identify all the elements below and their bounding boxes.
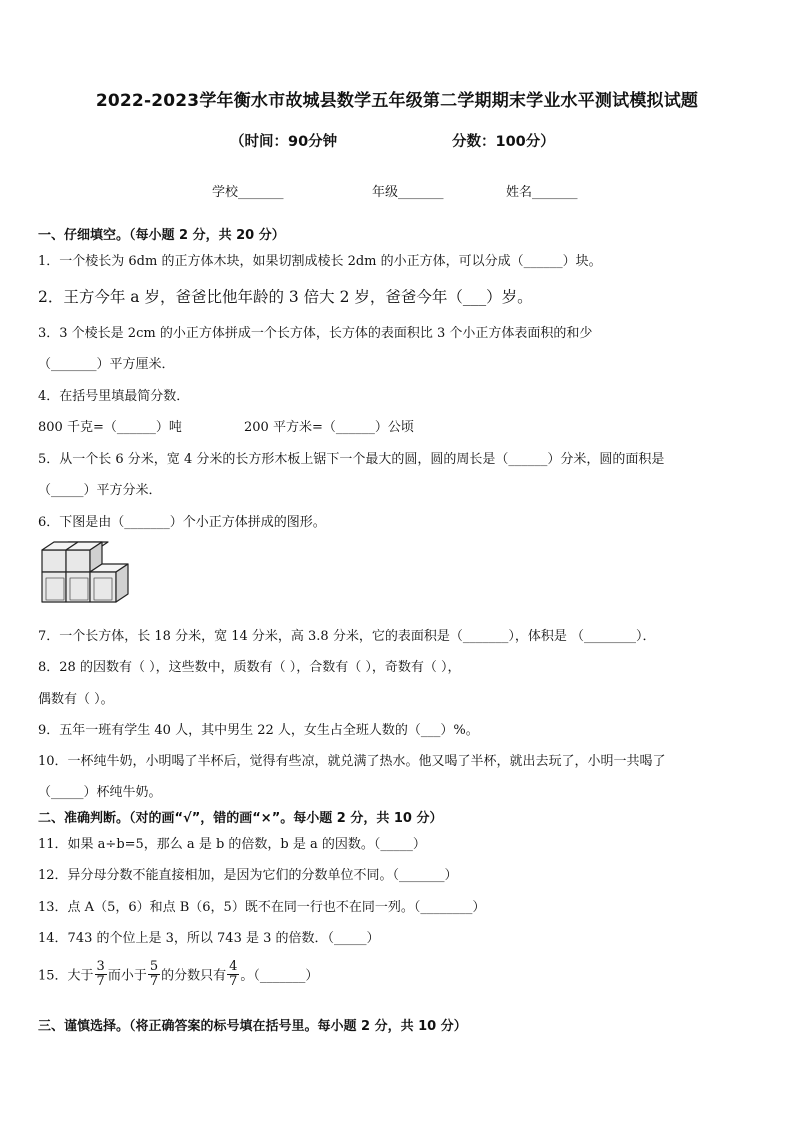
grade-field: 年级_______ [372,185,444,200]
question-4-part-2: 200 平方米=（______）公顷 [244,420,414,435]
question-14: 14．743 的个位上是 3，所以 743 是 3 的倍数．（_____） [38,931,380,946]
question-10-line-2: （_____）杯纯牛奶。 [38,785,162,800]
question-11: 11．如果 a÷b=5，那么 a 是 b 的倍数，b 是 a 的因数。（_____） [38,837,426,852]
exam-title: 2022-2023学年衡水市故城县数学五年级第二学期期末学业水平测试模拟试题 [95,91,699,111]
question-8-line-2: 偶数有（ ）。 [38,692,114,707]
section-2-heading: 二、准确判断。（对的画“√”，错的画“×”。每小题 2 分，共 10 分） [38,811,443,826]
exam-score: 分数：100分） [452,134,555,150]
question-15-text-4: 。（_______） [240,968,319,984]
question-12: 12．异分母分数不能直接相加，是因为它们的分数单位不同。（_______） [38,868,458,883]
question-4-part-1: 800 千克=（______）吨 [38,420,182,435]
school-field: 学校_______ [212,185,284,200]
question-10-line-1: 10．一杯纯牛奶，小明喝了半杯后，觉得有些凉，就兑满了热水。他又喝了半杯，就出去玩了，小明一共喝了 [38,754,666,769]
fraction-numerator: 3 [96,959,105,974]
cube-figure [40,540,132,606]
fraction-denominator: 7 [96,973,105,989]
fraction-denominator: 7 [149,973,159,989]
question-3-line-2: （_______）平方厘米． [38,357,175,372]
section-1-heading: 一、仔细填空。（每小题 2 分，共 20 分） [38,228,285,243]
question-15-text-1: 15．大于 [38,968,94,984]
fraction-four-sevenths [227,960,239,988]
question-8-line-1: 8．28 的因数有（ ），这些数中，质数有（ ），合数有（ ），奇数有（ ）， [38,660,461,675]
question-15-text-2: 而小于 [107,968,147,984]
question-3-line-1: 3．3 个棱长是 2cm 的小正方体拼成一个长方体，长方体的表面积比 3 个小正方体表面积的和少 [38,326,593,341]
question-7: 7．一个长方体，长 18 分米，宽 14 分米，高 3.8 分米，它的表面积是（_______），体积是 （________）． [38,629,656,644]
exam-time: （时间：90分钟 [230,134,338,150]
fraction-numerator: 5 [149,959,159,974]
question-9: 9．五年一班有学生 40 人，其中男生 22 人，女生占全班人数的（___）%。 [38,723,479,738]
fraction-three-sevenths [95,960,107,988]
fraction-numerator: 4 [229,959,238,974]
question-5-line-1: 5．从一个长 6 分米，宽 4 分米的长方形木板上锯下一个最大的圆，圆的周长是（______）分米，圆的面积是 [38,452,665,467]
fraction-denominator: 7 [229,973,238,989]
question-13: 13．点 A（5，6）和点 B（6，5）既不在同一行也不在同一列。（________） [38,900,486,915]
question-1: 1．一个棱长为 6dm 的正方体木块，如果切割成棱长 2dm 的小正方体，可以分成（______）块。 [38,254,602,269]
fraction-five-sevenths [148,960,160,988]
question-5-line-2: （_____）平方分米． [38,483,162,498]
question-6: 6．下图是由（_______）个小正方体拼成的图形。 [38,515,326,530]
name-field: 姓名_______ [506,185,578,200]
section-3-heading: 三、谨慎选择。（将正确答案的标号填在括号里。每小题 2 分，共 10 分） [38,1019,467,1034]
question-2: 2．王方今年 a 岁，爸爸比他年龄的 3 倍大 2 岁，爸爸今年（___）岁。 [38,288,533,306]
question-15-text-3: 的分数只有 [161,968,227,984]
question-4-line-1: 4．在括号里填最简分数． [38,389,190,404]
question-15 [38,960,318,988]
